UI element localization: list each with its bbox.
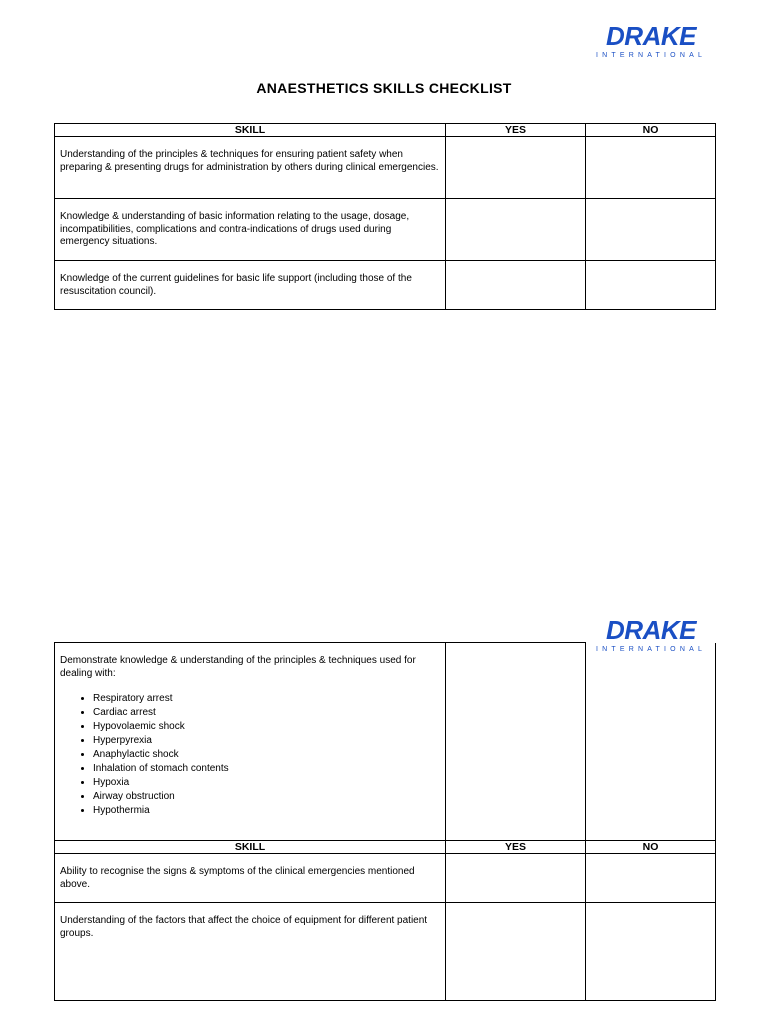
yes-checkbox-cell[interactable] xyxy=(446,199,586,261)
emergency-list xyxy=(55,692,445,818)
list-item: • Hypothermia xyxy=(93,804,445,818)
no-checkbox-cell[interactable] xyxy=(586,261,716,310)
page-title: ANAESTHETICS SKILLS CHECKLIST xyxy=(256,80,512,96)
table-row xyxy=(55,137,716,199)
yes-header: YES xyxy=(446,841,586,854)
skill-text: Understanding of the factors that affect the choice of equipment for different patient groups. xyxy=(60,915,428,939)
skill-text: Knowledge & understanding of basic information relating to the usage, dosage, incompatibilities, complications and contra-indications of drugs used during emergency situations. xyxy=(60,211,410,247)
table-header-row xyxy=(55,841,716,854)
skill-text: Understanding of the principles & techniques for ensuring patient safety when preparing & presenting drugs for administration by others during clinical emergencies. xyxy=(60,149,439,173)
no-checkbox-cell[interactable] xyxy=(586,643,716,841)
skill-cell xyxy=(55,903,446,1001)
no-checkbox-cell[interactable] xyxy=(586,199,716,261)
list-item: • Respiratory arrest xyxy=(93,692,445,706)
skills-table-1 xyxy=(54,123,716,310)
drake-logo xyxy=(593,23,709,63)
list-item: • Anaphylactic shock xyxy=(93,748,445,762)
skill-cell xyxy=(55,137,446,199)
list-item: • Cardiac arrest xyxy=(93,706,445,720)
yes-checkbox-cell[interactable] xyxy=(446,137,586,199)
table-row xyxy=(55,643,716,841)
list-item: • Inhalation of stomach contents xyxy=(93,762,445,776)
list-item: • Airway obstruction xyxy=(93,790,445,804)
table-row xyxy=(55,903,716,1001)
logo-wordmark: DRAKE xyxy=(606,615,696,645)
skill-cell xyxy=(55,261,446,310)
table-row xyxy=(55,854,716,903)
no-header: NO xyxy=(586,841,716,854)
no-checkbox-cell[interactable] xyxy=(586,903,716,1001)
skill-text: Knowledge of the current guidelines for basic life support (including those of the resuscitation council). xyxy=(60,273,412,297)
logo-wordmark: DRAKE xyxy=(606,21,696,51)
list-item: • Hyperpyrexia xyxy=(93,734,445,748)
table-row xyxy=(55,261,716,310)
table-header-row xyxy=(55,124,716,137)
skills-table-2 xyxy=(54,642,716,1001)
yes-checkbox-cell[interactable] xyxy=(446,643,586,841)
skill-header: SKILL xyxy=(55,124,446,137)
yes-checkbox-cell[interactable] xyxy=(446,854,586,903)
skill-cell xyxy=(55,854,446,903)
skill-intro-text: Demonstrate knowledge & understanding of the principles & techniques used for dealing with: xyxy=(60,655,416,679)
skill-cell xyxy=(55,199,446,261)
no-checkbox-cell[interactable] xyxy=(586,854,716,903)
logo-tagline: INTERNATIONAL xyxy=(595,646,707,653)
skill-header: SKILL xyxy=(55,841,446,854)
list-item: • Hypovolaemic shock xyxy=(93,720,445,734)
yes-header: YES xyxy=(446,124,586,137)
skill-cell xyxy=(55,643,446,841)
yes-checkbox-cell[interactable] xyxy=(446,903,586,1001)
skill-text: Ability to recognise the signs & symptoms of the clinical emergencies mentioned above. xyxy=(60,866,415,890)
no-checkbox-cell[interactable] xyxy=(586,137,716,199)
list-item: • Hypoxia xyxy=(93,776,445,790)
table-row xyxy=(55,199,716,261)
no-header: NO xyxy=(586,124,716,137)
logo-tagline: INTERNATIONAL xyxy=(595,52,707,59)
yes-checkbox-cell[interactable] xyxy=(446,261,586,310)
